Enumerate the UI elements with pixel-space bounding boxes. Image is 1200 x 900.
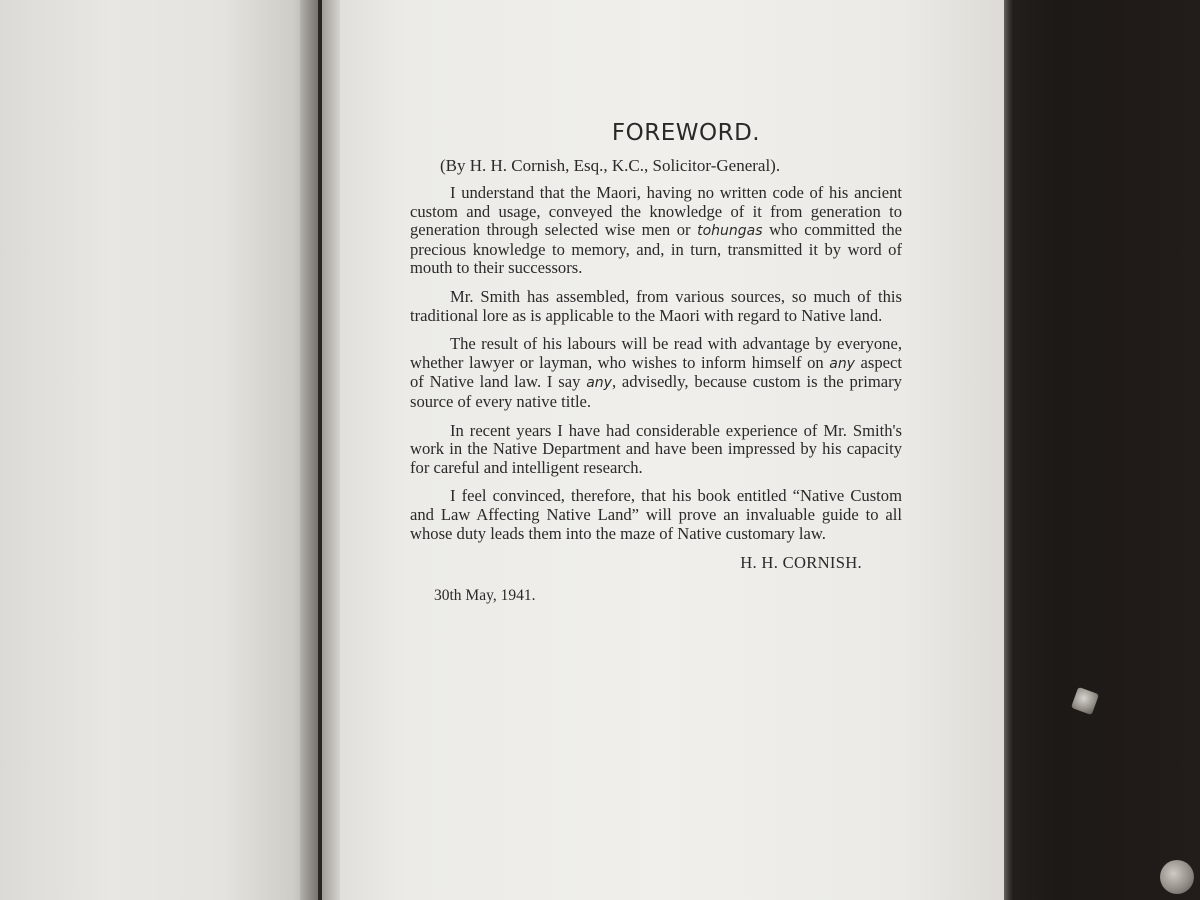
paragraph-4: In recent years I have had considerable experience of Mr. Smith's work in the Native Department and have been impressed by his capacity for careful and intelligent research. (410, 420, 902, 477)
date: 30th May, 1941. (434, 587, 536, 605)
left-blank-page (0, 0, 318, 900)
book-gutter (300, 0, 340, 900)
paragraph-3-italic-2: any (586, 375, 612, 392)
paragraph-1-italic: tohungas (697, 223, 763, 240)
paragraph-1 (410, 184, 902, 278)
paragraph-3-italic-1: any (829, 355, 855, 372)
foreword-text (410, 120, 902, 605)
paragraph-5: I feel convinced, therefore, that his book entitled “Native Custom and Law Affecting Native Land” will prove an invaluable guide to all whose duty leads them into the maze of Native customary law. (410, 486, 902, 543)
paragraph-1-text-a: I understand that the Maori, having no written code of his ancient custom and usage, conveyed the knowledge of it from generation to generation through selected wise men or (410, 183, 902, 240)
paragraph-2: Mr. Smith has assembled, from various sources, so much of this traditional lore as is applicable to the Maori with regard to Native land. (410, 286, 902, 325)
paragraph-1-text-b: who committed the precious knowledge to memory, and, in turn, transmitted it by word of mouth to their successors. (410, 220, 902, 278)
byline: (By H. H. Cornish, Esq., K.C., Solicitor-General). (440, 156, 781, 175)
page-title: FOREWORD. (611, 120, 761, 146)
paragraph-3 (410, 335, 902, 411)
screw (1160, 860, 1194, 894)
paragraph-3-text-a: The result of his labours will be read with advantage by everyone, whether lawyer or layman, who wishes to inform himself on (410, 334, 902, 372)
paragraph-3-text-b: aspect of Native land law. I say (410, 352, 903, 392)
paragraph-3-text-c: , advisedly, because custom is the primary source of every native title. (410, 372, 902, 411)
book-cover-edge (1003, 0, 1013, 900)
signature: H. H. CORNISH. (740, 553, 862, 573)
